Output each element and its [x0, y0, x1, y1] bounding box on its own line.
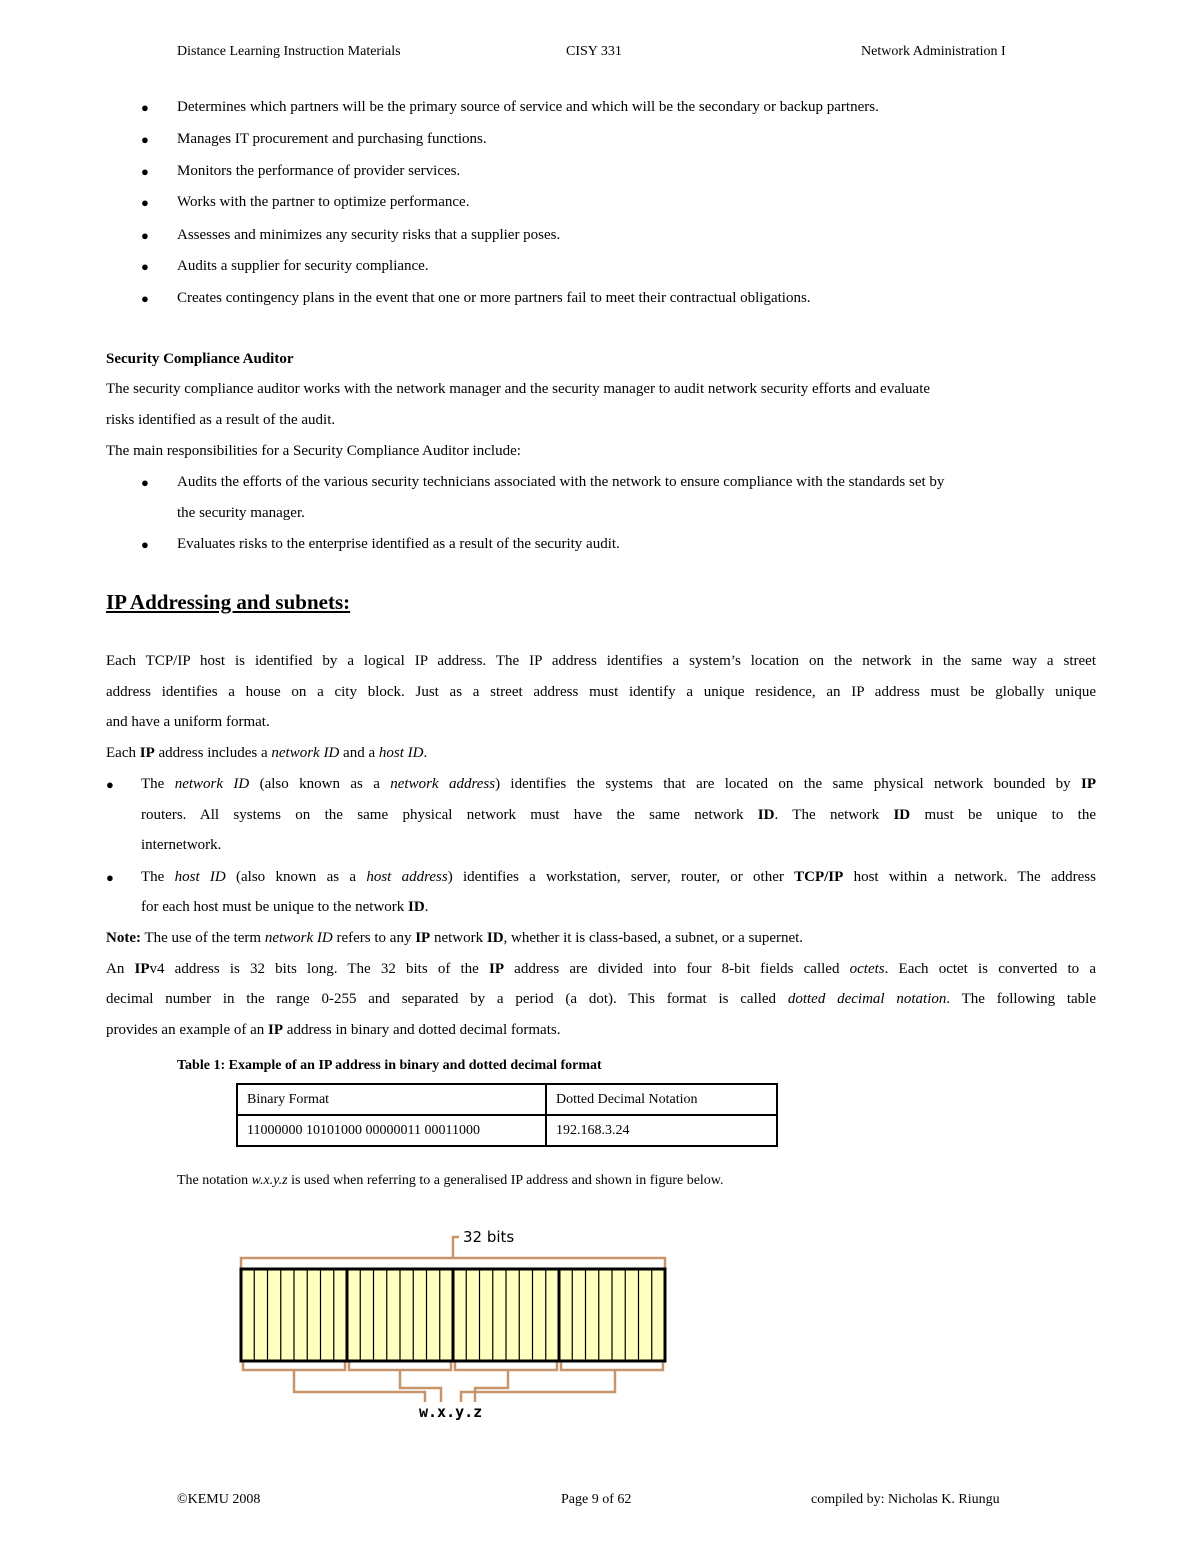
bullet-icon: ●: [106, 777, 114, 792]
bullet-icon: ●: [106, 870, 114, 885]
table-cell: 192.168.3.24: [546, 1115, 777, 1146]
ip-example-table: [236, 1083, 778, 1147]
footer-right: compiled by: Nicholas K. Riungu: [811, 1492, 1000, 1507]
list-item: Evaluates risks to the enterprise identified as a result of the security audit.: [177, 536, 620, 552]
table-header-cell: Binary Format: [237, 1084, 546, 1115]
section-heading: IP Addressing and subnets:: [106, 590, 351, 614]
octet-bracket: [243, 1362, 345, 1370]
list-item: Audits a supplier for security compliance.: [177, 258, 429, 274]
list-item: Creates contingency plans in the event that one or more partners fail to meet their contractual obligations.: [177, 290, 811, 306]
auditor-heading: Security Compliance Auditor: [106, 351, 294, 367]
auditor-paragraph-line: The security compliance auditor works with the network manager and the security manager to audit network security efforts and evaluate: [106, 381, 931, 397]
bullet-icon: ●: [141, 291, 149, 306]
paragraph-line: An IPv4 address is 32 bits long. The 32 bits of the IP address are divided into four 8-bit fields called octets. Each octet is converted to a: [106, 961, 1096, 977]
table-header-row: [237, 1084, 777, 1115]
auditor-intro: The main responsibilities for a Security Compliance Auditor include:: [106, 443, 521, 459]
list-item: The host ID (also known as a host address) identifies a workstation, server, router, or other TCP/IP host within a network. The address: [141, 869, 1096, 885]
bullet-icon: ●: [141, 100, 149, 115]
bullet-icon: ●: [141, 228, 149, 243]
header-right: Network Administration I: [861, 44, 1006, 59]
list-item: Works with the partner to optimize performance.: [177, 194, 470, 210]
paragraph-line: Each TCP/IP host is identified by a logical IP address. The IP address identifies a system’s location on the network in the same way a street: [106, 653, 1096, 669]
table-caption: Table 1: Example of an IP address in binary and dotted decimal format: [177, 1058, 602, 1073]
note: Note: The use of the term network ID refers to any IP network ID, whether it is class-based, a subnet, or a supernet.: [106, 930, 804, 946]
bullet-icon: ●: [141, 132, 149, 147]
footer-page-number: Page 9 of 62: [561, 1492, 632, 1507]
leader-w: [294, 1370, 425, 1402]
octet-bracket: [561, 1362, 663, 1370]
table-header-cell: Dotted Decimal Notation: [546, 1084, 777, 1115]
paragraph-line: decimal number in the range 0-255 and separated by a period (a dot). This format is called dotted decimal notation. The following table: [106, 991, 1097, 1007]
list-item: Monitors the performance of provider services.: [177, 163, 461, 179]
auditor-paragraph-line: risks identified as a result of the audit.: [106, 412, 336, 428]
list-item: Assesses and minimizes any security risks that a supplier poses.: [177, 227, 561, 243]
list-item: Determines which partners will be the primary source of service and which will be the secondary or backup partners.: [177, 99, 879, 115]
paragraph-line: and have a uniform format.: [106, 714, 270, 730]
paragraph-line: provides an example of an IP address in binary and dotted decimal formats.: [106, 1022, 561, 1038]
list-item: Audits the efforts of the various security technicians associated with the network to ensure compliance with the standards set by: [177, 474, 945, 490]
bullet-icon: ●: [141, 164, 149, 179]
leader-z: [461, 1370, 615, 1402]
bits-label: 32 bits: [463, 1228, 515, 1246]
list-item-continuation: internetwork.: [141, 837, 222, 853]
list-item-continuation: routers. All systems on the same physical network must have the same network ID. The network ID must be unique to the: [141, 807, 1096, 823]
footer-left: ©KEMU 2008: [177, 1492, 261, 1507]
wxyz-label: w.x.y.z: [419, 1403, 483, 1421]
list-item-continuation: the security manager.: [177, 505, 305, 521]
bullet-icon: ●: [141, 195, 149, 210]
table-cell: 11000000 10101000 00000011 00011000: [237, 1115, 546, 1146]
figure-brackets: [241, 1237, 665, 1402]
bullet-icon: ●: [141, 259, 149, 274]
header-center: CISY 331: [566, 44, 622, 59]
table-row: [237, 1115, 777, 1146]
top-bracket-leader: [453, 1237, 459, 1258]
bit-field-box: [241, 1269, 665, 1361]
list-item-continuation: for each host must be unique to the network ID.: [141, 899, 429, 915]
octet-bracket: [349, 1362, 451, 1370]
notation-text: The notation w.x.y.z is used when referring to a generalised IP address and shown in figure below.: [177, 1173, 724, 1188]
list-item: The network ID (also known as a network address) identifies the systems that are located on the same physical network bounded by IP: [141, 776, 1096, 792]
header-left: Distance Learning Instruction Materials: [177, 44, 401, 59]
leader-y: [475, 1370, 508, 1402]
paragraph-line: address identifies a house on a city block. Just as a street address must identify a unique residence, an IP address must be globally unique: [106, 684, 1096, 700]
bullet-icon: ●: [141, 475, 149, 490]
octet-bracket: [455, 1362, 557, 1370]
bit-divider-lines: [254, 1269, 652, 1361]
bullet-icon: ●: [141, 537, 149, 552]
top-bracket: [241, 1258, 665, 1268]
list-item: Manages IT procurement and purchasing functions.: [177, 131, 487, 147]
leader-x: [400, 1370, 441, 1402]
paragraph-line: Each IP address includes a network ID and a host ID.: [106, 745, 428, 761]
